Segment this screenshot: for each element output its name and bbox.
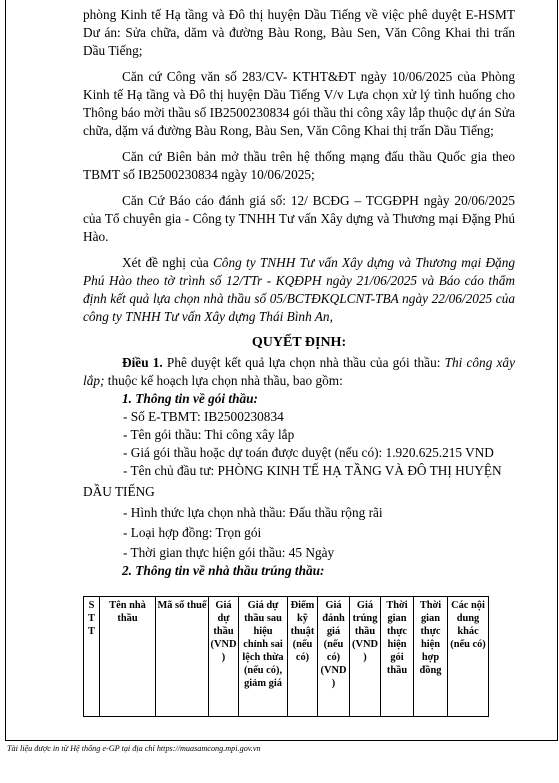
paragraph-proposal bbox=[83, 254, 515, 326]
list-item: - Hình thức lựa chọn nhà thầu: Đấu thầu rộng rãi bbox=[123, 505, 383, 520]
list-item: - Tên chủ đầu tư: PHÒNG KINH TẾ HẠ TẦNG VÀ ĐÔ THỊ HUYỆN bbox=[123, 463, 502, 478]
header-bid-price: Giá dự thầu (VND ) bbox=[209, 597, 239, 717]
article-1 bbox=[83, 354, 515, 390]
header-technical-score: Điểm kỹ thuật (nếu có) bbox=[288, 597, 318, 717]
header-stt: S T T bbox=[84, 597, 100, 717]
header-contractor-name: Tên nhà thầu bbox=[100, 597, 156, 717]
article-1-label: Điều 1. bbox=[122, 355, 163, 370]
paragraph-legal-basis-1: Căn cứ Công văn số 283/CV- KTHT&ĐT ngày 10/06/2025 của Phòng Kinh tế Hạ tầng và Đô thị huyện Dầu Tiếng V/v Lựa chọn xử lý tình huống cho Thông báo mời thầu số IB2500230834 gói thầu thi công xây lắp thuộc dự án Sửa chữa, dặm vá đường Bàu Rong, Bàu Sen, Văn Công Khai thị trấn Dầu Tiếng; bbox=[83, 69, 515, 138]
header-contract-duration: Thời gian thực hiện hợp đồng bbox=[414, 597, 448, 717]
proposal-lead: Xét đề nghị của bbox=[122, 255, 213, 270]
header-package-duration: Thời gian thực hiện gói thầu bbox=[381, 597, 414, 717]
header-other-content: Các nội dung khác (nếu có) bbox=[448, 597, 489, 717]
header-tax-code: Mã số thuế bbox=[156, 597, 209, 717]
paragraph-legal-basis-2: Căn cứ Biên bản mở thầu trên hệ thống mạng đấu thầu Quốc gia theo TBMT số IB2500230834 ngày 10/06/2025; bbox=[83, 149, 515, 182]
decision-title: QUYẾT ĐỊNH: bbox=[251, 335, 347, 350]
list-item: - Tên gói thầu: Thi công xây lắp bbox=[123, 427, 295, 442]
list-item: - Thời gian thực hiện gói thầu: 45 Ngày bbox=[123, 545, 335, 560]
header-evaluated-price: Giá đánh giá (nếu có) (VND ) bbox=[318, 597, 350, 717]
list-item-continuation: DẦU TIẾNG bbox=[83, 484, 155, 499]
header-adjusted-price: Giá dự thầu sau hiệu chỉnh sai lệch thừa (nếu có), giảm giá bbox=[239, 597, 288, 717]
list-item: - Số E-TBMT: IB2500230834 bbox=[123, 409, 284, 424]
table-header-row bbox=[84, 597, 489, 717]
header-winning-price: Giá trúng thầu (VND ) bbox=[350, 597, 381, 717]
section-2-heading: 2. Thông tin về nhà thầu trúng thầu: bbox=[122, 563, 325, 578]
document-body bbox=[83, 6, 515, 580]
section-1-heading: 1. Thông tin về gói thầu: bbox=[122, 391, 258, 406]
article-1-tail: thuộc kế hoạch lựa chọn nhà thầu, bao gồm: bbox=[104, 373, 343, 388]
footer-source-note: Tài liệu được in từ Hệ thống e-GP tại địa chỉ https://muasamcong.mpi.gov.vn bbox=[7, 744, 261, 753]
proposal-detail: Công ty TNHH Tư vấn Xây dựng và Thương mại Đặng Phú Hào theo tờ trình số 12/TTr - KQĐPH ngày 21/06/2025 và Báo cáo thẩm định kết quả lựa chọn nhà thầu số 05/BCTĐKQLCNT-TBA ngày 22/06/2025 của công ty TNHH Tư vấn Xây dựng Thái Bình An, bbox=[83, 255, 515, 324]
article-1-text: Phê duyệt kết quả lựa chọn nhà thầu của gói thầu: bbox=[162, 355, 445, 370]
list-item: - Giá gói thầu hoặc dự toán được duyệt (nếu có): 1.920.625.215 VND bbox=[123, 445, 494, 460]
contractor-table bbox=[83, 596, 489, 717]
paragraph-legal-basis-3: Căn Cứ Báo cáo đánh giá số: 12/ BCĐG – TCGĐPH ngày 20/06/2025 của Tổ chuyên gia - Công ty TNHH Tư vấn Xây dựng và Thương mại Đặng Phú Hào. bbox=[83, 193, 515, 244]
article-1-package: Thi công xây lắp; bbox=[83, 355, 515, 388]
list-item: - Loại hợp đồng: Trọn gói bbox=[123, 525, 262, 540]
paragraph-intro: phòng Kinh tế Hạ tầng và Đô thị huyện Dầu Tiếng về việc phê duyệt E-HSMT Dư án: Sửa chữa, dăm và đường Bàu Rong, Bàu Sen, Văn Công Khai thi trấn Dầu Tiếng; bbox=[83, 7, 515, 58]
